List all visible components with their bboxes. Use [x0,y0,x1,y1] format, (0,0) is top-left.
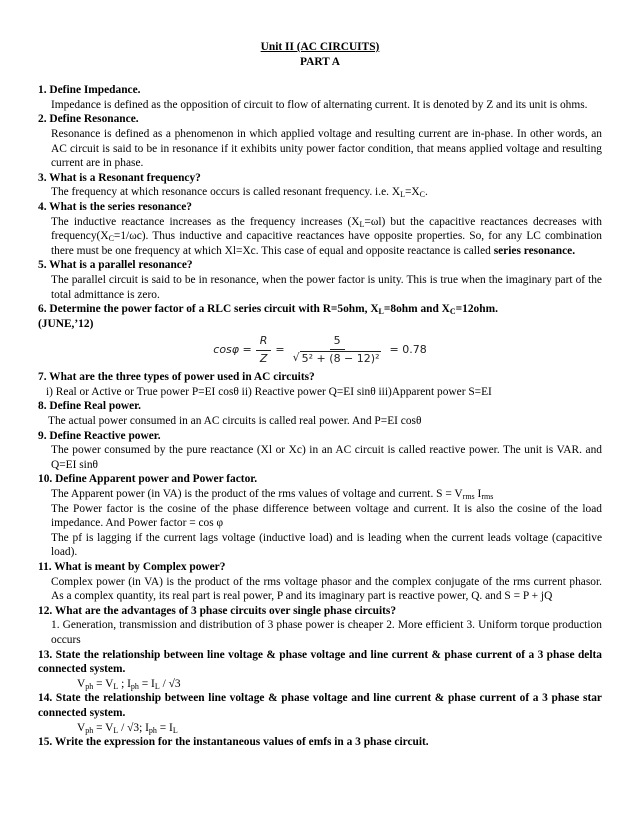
subscript-l: L [154,681,160,691]
eq-text: V [77,721,86,734]
subscript-rms: rms [462,492,475,502]
question-14: 14. State the relationship between line voltage & phase voltage and line current & phase current of a 3 phase star connected system. [38,692,602,719]
answer-9: The power consumed by the pure reactance (Xl or Xc) in an AC circuit is called reactive power. The unit is VAR. and Q=EI sinθ [51,444,602,471]
question-7: 7. What are the three types of power used in AC circuits? [38,371,315,384]
formula-denominator-z: Z [259,351,268,365]
question-2: 2. Define Resonance. [38,113,139,126]
part-title: PART A [300,55,340,68]
answer-4-text-c: =1/ωc). Thus inductive and capacitive reactances have opposite properties. So, for any LC combination there must be one frequency at which Xl=Xc. This case of equal and opposite reactance is called [51,230,602,257]
answer-8: The actual power consumed in an AC circuits is called real power. And P=EI cosθ [48,415,422,428]
formula-fraction-values [289,334,386,367]
answer-3-text-c: . [424,186,428,199]
question-5: 5. What is a parallel resonance? [38,259,193,272]
subscript-rms: rms [481,492,494,502]
question-11: 11. What is meant by Complex power? [38,561,226,573]
subscript-ph: ph [85,725,94,735]
question-6 [38,302,602,331]
question-10: 10. Define Apparent power and Power factor. [38,473,258,486]
subscript-ph: ph [130,681,139,691]
question-1: 1. Define Impedance. [38,84,141,97]
subscript-c: C [108,234,114,244]
answer-10-apparent [38,487,602,502]
formula-numerator-r: R [256,334,272,351]
answer-3-text-b: =X [404,186,420,199]
formula-fraction-rz [256,334,272,366]
subscript-c: C [419,190,425,200]
answer-10-text-b: I [474,488,482,501]
question-9: 9. Define Reactive power. [38,429,161,442]
question-12: 12. What are the advantages of 3 phase circuits over single phase circuits? [38,604,397,617]
subscript-l: L [359,219,365,229]
eq-text: = V [93,677,114,690]
question-6-text-c: =12ohm. [455,303,498,316]
formula-radicand: 5² + (8 − 12)² [301,352,380,366]
answer-7: i) Real or Active or True power P=EI cosθ ii) Reactive power Q=EI sinθ iii)Apparent power S=EI [46,385,492,398]
question-8: 8. Define Real power. [38,400,142,413]
answer-10-text-a: The Apparent power (in VA) is the product of the rms values of voltage and current. S = V [51,488,463,501]
formula-lhs: cosφ = [213,342,252,356]
subscript-l: L [400,190,405,200]
answer-10-power-factor: The Power factor is the cosine of the phase difference between voltage and current. It is also the cosine of the load impedance. And Power factor = cos φ [51,502,602,530]
answer-4-text-b: =ωl) but the capacitive reactances decreases with frequency(X [51,215,602,243]
eq-text: ; I [118,677,131,690]
answer-4-text-a: The inductive reactance increases as the frequency increases (X [51,215,360,228]
answer-2: Resonance is defined as a phenomenon in which applied voltage and resulting current are in-phase. In other words, an AC circuit is said to be in resonance if it exhibits unity power factor condition, that means applied voltage and resulting current are in phase. [51,127,602,170]
subscript-l: L [172,725,178,735]
question-4: 4. What is the series resonance? [38,200,192,213]
subscript-l: L [113,681,119,691]
subscript-ph: ph [85,681,94,691]
eq-text: = I [156,721,173,734]
sqrt-sign-icon: √ [292,351,300,365]
answer-14-equation [38,721,602,736]
question-6-date: (JUNE,’12) [38,317,94,330]
eq-text: / √3 [159,677,181,690]
answer-3-text-a: The frequency at which resonance occurs is called resonant frequency. i.e. X [51,186,401,199]
subscript-l: L [113,725,119,735]
eq-text: V [77,677,86,690]
power-factor-formula [38,332,602,368]
answer-11: Complex power (in VA) is the product of the rms voltage phasor and the complex conjugate of the rms current phasor. As a complex quantity, its real part is real power, P and its imaginary part is reactive power, Q. and S = P + jQ [51,575,602,603]
answer-5: The parallel circuit is said to be in resonance, when the power factor is unity. This is true when the imaginary part of the total admittance is zero. [51,273,602,301]
question-6-text-b: =8ohm and X [383,303,450,316]
answer-1: Impedance is defined as the opposition of circuit to flow of alternating current. It is denoted by Z and its unit is ohms. [51,98,588,111]
formula-result: = 0.78 [389,342,427,356]
subscript-ph: ph [148,725,157,735]
question-3: 3. What is a Resonant frequency? [38,171,201,184]
answer-3 [38,185,602,200]
answer-13-equation [38,677,602,692]
eq-text: = V [93,721,114,734]
subscript-l: L [378,307,384,317]
eq-text: / √3; I [118,721,149,734]
formula-numerator-5: 5 [330,334,345,351]
formula-equals: = [275,342,285,356]
eq-text: = I [138,677,155,690]
subscript-c: C [449,307,456,317]
question-13: 13. State the relationship between line voltage & phase voltage and line current & phase current of a 3 phase delta connected system. [38,648,602,676]
answer-4 [38,215,602,259]
answer-12: 1. Generation, transmission and distribution of 3 phase power is cheaper 2. More efficient 3. Uniform torque production occurs [51,619,602,646]
question-6-text-a: 6. Determine the power factor of a RLC series circuit with R=5ohm, X [38,303,379,316]
formula-sqrt [289,350,386,367]
question-15: 15. Write the expression for the instantaneous values of emfs in a 3 phase circuit. [38,736,429,749]
answer-10-pf-lagging: The pf is lagging if the current lags voltage (inductive load) and is leading when the current leads voltage (capacitive load). [51,531,602,559]
unit-title: Unit II (AC CIRCUITS) [260,41,380,53]
answer-4-term: series resonance. [493,244,576,257]
